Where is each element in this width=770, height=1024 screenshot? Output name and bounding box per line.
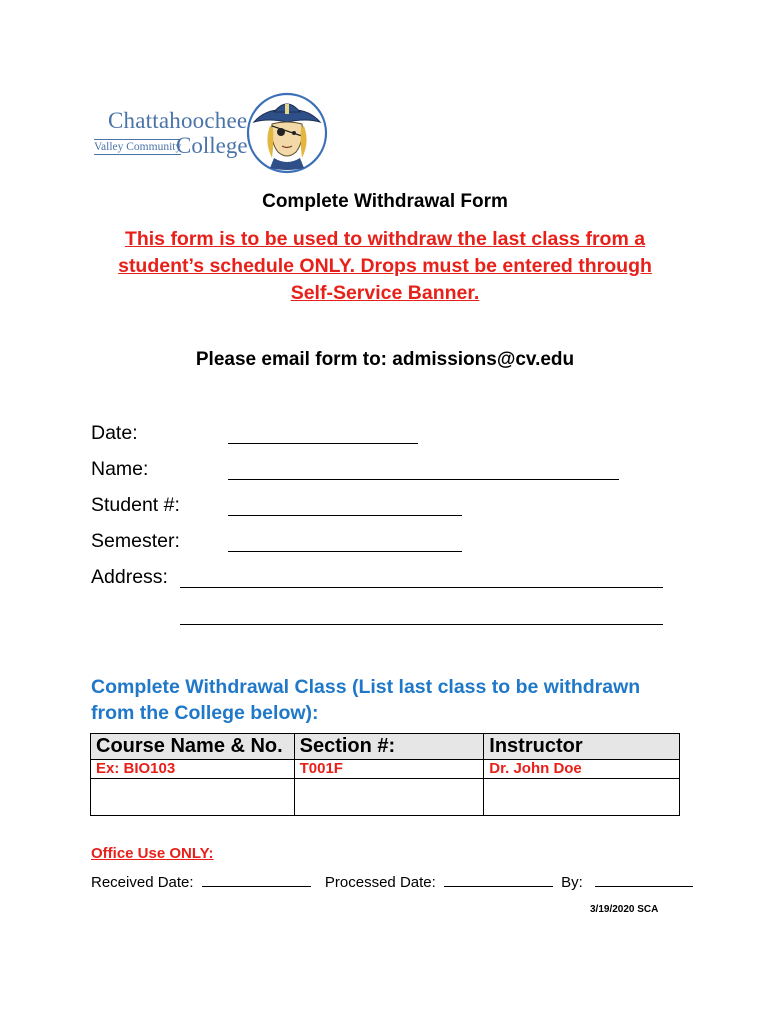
- example-section: T001F: [294, 760, 484, 779]
- office-use-title: Office Use ONLY:: [91, 845, 214, 862]
- email-instruction: Please email form to: admissions@cv.edu: [195, 349, 575, 370]
- warning-line-2: student’s schedule ONLY. Drops must be entered through: [118, 255, 652, 277]
- received-date-label: Received Date:: [91, 874, 194, 891]
- by-label: By:: [561, 874, 583, 891]
- pirate-mascot-seal-icon: [246, 92, 328, 174]
- name-field[interactable]: [228, 479, 619, 480]
- address-field-line-2[interactable]: [180, 624, 663, 625]
- name-label: Name:: [91, 458, 149, 480]
- header-course-name: Course Name & No.: [91, 734, 295, 760]
- received-date-field[interactable]: [202, 886, 311, 887]
- withdrawal-class-heading-line-2: from the College below):: [91, 702, 319, 724]
- office-use-line: [91, 874, 693, 891]
- logo-line-chattahoochee: Chattahoochee: [108, 108, 248, 133]
- warning-notice: [90, 226, 680, 307]
- course-name-cell[interactable]: [91, 779, 295, 816]
- by-field[interactable]: [595, 886, 693, 887]
- class-table: [90, 733, 680, 816]
- table-header-row: [91, 734, 680, 760]
- logo-line-valley-community: Valley Community: [94, 141, 182, 153]
- college-logo-text: [92, 108, 248, 163]
- example-course: Ex: BIO103: [91, 760, 295, 779]
- address-label: Address:: [91, 566, 168, 588]
- date-field[interactable]: [228, 443, 418, 444]
- date-label: Date:: [91, 422, 138, 444]
- header-instructor: Instructor: [484, 734, 680, 760]
- revision-stamp: 3/19/2020 SCA: [590, 904, 659, 915]
- withdrawal-class-heading: [91, 674, 691, 726]
- logo-line-college: College: [176, 133, 248, 158]
- address-field-line-1[interactable]: [180, 587, 663, 588]
- section-cell[interactable]: [294, 779, 484, 816]
- instructor-cell[interactable]: [484, 779, 680, 816]
- example-instructor: Dr. John Doe: [484, 760, 680, 779]
- student-number-label: Student #:: [91, 494, 180, 516]
- withdrawal-class-heading-line-1: Complete Withdrawal Class (List last class to be withdrawn: [91, 676, 641, 698]
- warning-line-3: Self-Service Banner.: [290, 282, 480, 304]
- semester-field[interactable]: [228, 551, 462, 552]
- student-number-field[interactable]: [228, 515, 462, 516]
- table-row: [91, 779, 680, 816]
- table-example-row: [91, 760, 680, 779]
- header-section: Section #:: [294, 734, 484, 760]
- form-title: Complete Withdrawal Form: [262, 191, 508, 212]
- warning-line-1: This form is to be used to withdraw the last class from a: [124, 228, 646, 250]
- semester-label: Semester:: [91, 530, 180, 552]
- processed-date-label: Processed Date:: [324, 874, 436, 891]
- processed-date-field[interactable]: [444, 886, 553, 887]
